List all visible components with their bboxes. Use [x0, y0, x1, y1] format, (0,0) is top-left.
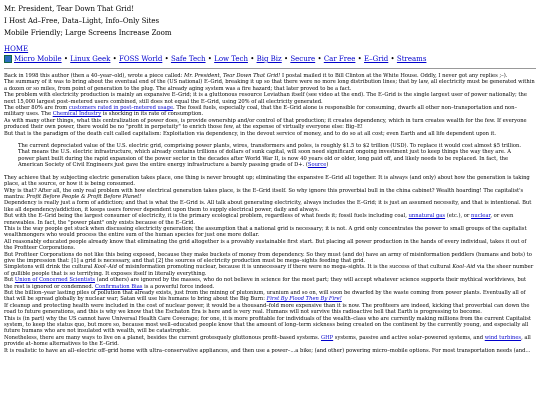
paragraph: Dependency is really just a form of addiction; and that is what the E–Grid is. All talk about generating electricity, always includes the E–Grid; it is just an assumed necessity, and that is intentional. But like all dependency/addiction, it keeps users forever dependent upon them to supply electrical power, daily and always. [4, 200, 532, 213]
nav-safe-tech[interactable]: Safe Tech [170, 55, 206, 63]
confirmation-bias-link[interactable]: Confirmation Bias [94, 283, 143, 290]
paragraph: It is realistic to have an all–electric off–grid home with ultra–conservative appliances, and then use a power–...a bike; (and other) powering micro–mobile options. For most transportation needs (and... [4, 347, 531, 354]
text: Simpletons will drink the cultural [4, 264, 95, 271]
text: is a powerful force indeed. [142, 283, 215, 290]
paragraph: They achieve that by subjecting electric generation takes place, one thing is never brought up; eliminating the expansive E–Grid all together. It is always (and only) about how the generation is taking place, at the source, or how it is being consumed. [4, 174, 530, 188]
text: , or even renewables. In fact, the "power plant" only exists because of the E–Grid. [4, 213, 514, 226]
home-link[interactable]: HOME [4, 45, 29, 53]
nav-streams[interactable]: Streams [396, 55, 427, 63]
text: But the billion–year lasting piles of pollution that already exists, just from the mining of plutonium, uranium and so on, will soon be dwarfed by the waste coming from power plants. Eventually all of that will be spread globally by nuclear war; Satan will use his humans to bring about the Big Burn: [4, 290, 526, 303]
unnatural-gas-link[interactable]: unnatural gas [408, 213, 446, 220]
article-body [4, 175, 536, 354]
ghp-link[interactable]: GHP [320, 334, 334, 341]
chemical-industry-link[interactable]: Chemical Industry [52, 111, 102, 118]
site-tagline: I Host Ad–Free, Data–Light, Info–Only Sites [4, 17, 160, 25]
paragraph: This is the way people get stuck when discussing electricity generation; the assumption that a national grid is necessary; it is not. A grid only concentrates the power to small groups of the capitalist wealthmongers who would process the entire sum of the human species for just one more dollar. [4, 225, 527, 239]
text: , all provide at–home alternatives to the E–Grid. [4, 334, 531, 348]
nav-linux-geek[interactable]: Linux Geek [70, 55, 111, 63]
paragraph: But Profiteer Corporations do not like this being exposed, because they make buckets of money from dependency. So they must (and do) have an army of misinformation peddlers (humans and bots) to give the impression that: [1] a grid is necessary, and that [2] the sources of electricity production must be mega–sights feeding that grid. [4, 251, 532, 264]
paragraph: The summary of it was to bring about the eventual end of the (US national) E–Grid, breaking it up so that there were no more long distribution lines; that by law, all electricity must be generated within a dozen or so miles, from point of generation to the plug. The already aging system was a fire hazard; that later proved to be a fact. [4, 79, 535, 92]
nav-bar [4, 44, 536, 54]
flood-fire-link[interactable]: First By Flood Then By Fire! [266, 296, 342, 303]
italic: Kool–Aid [94, 264, 118, 271]
italic-mantra: Profit Before People & Profit Before Planet! [26, 193, 142, 200]
text: (etc.), or [445, 213, 472, 220]
wind-turbines-link[interactable]: wind turbines [484, 334, 522, 341]
source-link[interactable]: Source [307, 162, 327, 169]
ucs-link[interactable]: Union of Concerned Scientists [14, 277, 96, 284]
text: Back in 1998 this author (then a 40–year–old), wrote a piece called: [4, 73, 185, 79]
quote-text: The current depreciated value of the U.S. electric grid, comprising power plants, wires, transformers and poles, is roughly $1.5 to $2 trillion (USD). To replace it would cost almost $5 trillion. That means the U.S. electric infrastructure, which already contains trillions of dollars of sunk capital, will soon need significant ongoing investment just to keep things the way they are. A power plant built during the rapid expansion of the power sector in the decades after World War II, is now 40 years old or older, long paid off, and likely needs to be replaced. In fact, the American Society of Civil Engineers just gave the entire energy infrastructure a barely passing grade of D+. ( [18, 143, 521, 169]
nuclear-link[interactable]: nuclear [471, 213, 491, 220]
text: But with the E–Grid being the largest consumer of electricity, it is the primary ecological problem, regardless of what feeds it; fossil fuels including coal, [4, 213, 409, 220]
paragraph: If cleanup and protecting health were included in the cost of nuclear power, it would be a thousand–fold more expensive than it is now. The profiteers are indeed, kicking that proverbial can down the road to future generations, and this is why we know that the Eschaton Era is here and is very real. Humans will not survive this radioactive hell that Earth is progressing to become. [4, 302, 530, 316]
phone-icon [4, 55, 12, 63]
text: is shocking in its rate of consumption. [101, 111, 204, 118]
text: systems, passive and active solar–powered systems, and [333, 334, 485, 341]
nav-foss-world[interactable]: FOSS World [119, 55, 163, 63]
nav-micro-mobile[interactable]: Micro Mobile [14, 55, 62, 63]
text: Why is that? After all, the only real problem with how electrical generation takes place, is the E–Grid itself. So why ignore this proverbial bull in the china cabinet? Wealth hoarding! The capitalist's mantra: [4, 187, 524, 200]
italic: Kool–Aid [452, 264, 476, 271]
page-title: Mr. President, Tear Down That Grid! [4, 5, 135, 13]
text: Nonetheless, there are many ways to live on a planet, besides the current grotesquely gluttonous profit–based systems. [4, 334, 321, 341]
text: . The fossil fuels, especially coal, that the E–Grid alone is responsible for consuming, dwarfs all other non–transportation and non–military uses. The [4, 105, 518, 118]
divider [4, 68, 536, 69]
customers-link[interactable]: customers rated in post–metered usage [68, 105, 174, 112]
italic-title: Mr. President, Tear Down That Grid! [184, 73, 281, 79]
article-intro [4, 73, 536, 137]
text: of misinformation promoting nuclear, because it is unnecessary if there were no mega–sights. It is the success of that cultural [117, 264, 453, 271]
text: (and others) are ignored by the masses, who do not believe in science for the most part; they will accept whatever science supports their mythical worldviews, but the rest is ignored or condemned. [4, 277, 527, 290]
paragraph: All reasonably educated people already know that eliminating the grid altogether is a provably sustainable first start. But placing all power production in the hands of every individual, takes it out of the Profiteer Corporations. [4, 238, 527, 252]
text: But [4, 277, 15, 284]
paragraph: The problem with electricity production is mainly an expansive E–Grid; it is a gluttonous resource Leviathan itself (see video at the end). The E–Grid is the single largest user of power nationally; the next 15,000 largest post–metered users combined, still does not equal the E–Grid, using 20% of all electricity generated. [4, 92, 527, 105]
text: The other 80% are from [4, 105, 69, 112]
nav-e-grid[interactable]: E–Grid [364, 55, 389, 63]
paragraph: But that is the paradigm of the death cult called capitalism: Exploitation via dependency, in the devout service of money, and to do so at all cost; even Earth and all life dependent upon it. [4, 130, 497, 137]
nav-low-tech[interactable]: Low Tech [214, 55, 248, 63]
site-subtitle: Mobile Friendly; Large Screens Increase Zoom [4, 29, 172, 37]
text: I postal mailed it to Bill Clinton at the White House. Oddly, I never got any replies ;–). [280, 73, 508, 79]
paragraph: As with many other things, what this centralization of power does, is provide ownership and/or control of that production; it creates dependency, which in turn creates wealth for the few. If everyone produced their own power, there would be no "profit in perpetuity" to enrich those few, at the expense of virtually everyone else: Big–E! [4, 117, 527, 131]
text: ) [326, 162, 329, 169]
nav-secure[interactable]: Secure [290, 55, 316, 63]
nav-links: Micro Mobile • Linux Geek • FOSS World • Safe Tech • Low Tech • Big Biz • Secure • Car Free • E–Grid • Streams [4, 54, 536, 64]
nav-big-biz[interactable]: Big Biz [256, 55, 282, 63]
blockquote [18, 143, 522, 169]
paragraph: This is (in part) why the US cannot have Universal Health Care Coverage; for one, it is more profitable for individuals of the wealth–class who are currently making millions from the current Capitalist system, to keep the status quo, but more so, because most well–educated people know that the amount of long–term sickness being created on the continent by the currently young, and especially all future humans who are not insulated with wealth, will be catastrophic. [4, 315, 532, 335]
text: via the sheer number of gullible people that is so terrifying. It exposes itself in literally everything. [4, 264, 534, 277]
nav-car-free[interactable]: Car Free [323, 55, 356, 63]
